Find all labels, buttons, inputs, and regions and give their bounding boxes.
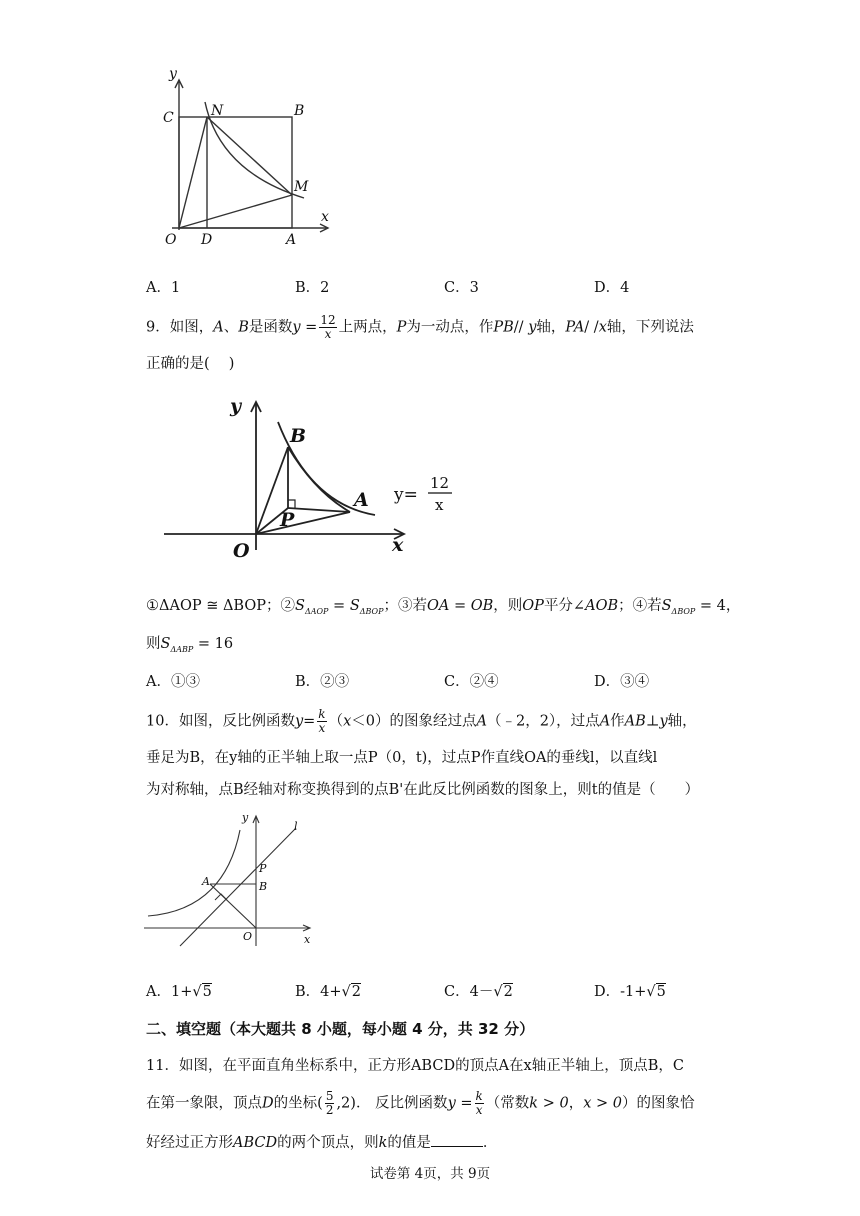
segment-NM	[207, 117, 292, 195]
figure-q10	[144, 812, 324, 948]
label-O: O	[165, 232, 177, 248]
label-y: y	[230, 395, 242, 417]
q10-option-a[interactable]: A．1+√5	[146, 984, 212, 1000]
q10-option-b[interactable]: B．4+√2	[295, 984, 362, 1000]
label-B: B	[259, 880, 268, 893]
label-B: B	[294, 103, 305, 119]
q10-stem-line2: 垂足为B，在y轴的正半轴上取一点P（0，t)，过点P作直线OA的垂线l，以直线l	[146, 750, 658, 766]
label-O: O	[233, 540, 250, 562]
q9-option-c[interactable]: C．②④	[444, 674, 499, 690]
q9-statements-line1: ①ΔAOP ≅ ΔBOP；$②S_{\Delta AOP} = S_{\Delta BOP}$；③若OA = OB，则OP平分∠AOB；④若$S_{\Delta BOP} = 4$，	[146, 598, 741, 616]
label-D: D	[201, 232, 213, 248]
label-x: x	[304, 933, 311, 946]
func-den: x	[435, 496, 444, 514]
label-O: O	[243, 930, 253, 943]
page-footer: 试卷第 4页，共 9页	[369, 1166, 491, 1182]
q8-option-d[interactable]: D．4	[594, 280, 630, 296]
segment-ON	[179, 117, 207, 228]
q10-stem-line1: 10．如图，反比例函数y= $\frac{k}{x}$ （x＜0）的图象经过点A（﹣2，2），过点A作AB⊥y轴，	[146, 707, 697, 735]
q10-stem-line3: 为对称轴，点B经轴对称变换得到的点B'在此反比例函数的图象上，则t的值是（ ）	[146, 782, 700, 798]
figure-q8	[150, 62, 345, 252]
label-C: C	[163, 110, 174, 126]
q11-stem-line1: 11．如图，在平面直角坐标系中，正方形ABCD的顶点A在x轴正半轴上，顶点B，C	[146, 1058, 684, 1074]
label-x: x	[392, 534, 404, 556]
q9-stem-line1: 9．如图，A、B是函数y = $\frac{12}{x}$ 上两点，P为一动点，作PB// y轴，PA/ /x轴，下列说法	[146, 313, 694, 341]
q10-option-d[interactable]: D．-1+√5	[594, 984, 666, 1000]
func-num: 12	[430, 474, 450, 492]
label-N: N	[211, 103, 224, 119]
q9-stem-line2: 正确的是( )	[146, 356, 235, 372]
fraction-5-over-2: $\frac{5}{2}$	[325, 1089, 334, 1117]
q10-option-c[interactable]: C．4－√2	[444, 984, 513, 1000]
answer-blank[interactable]	[431, 1132, 483, 1147]
label-M: M	[294, 179, 309, 195]
func-label: y=	[394, 485, 418, 505]
label-y: y	[169, 66, 177, 82]
label-A: A	[202, 875, 210, 888]
segment-AO	[210, 884, 256, 928]
section-heading: 二、填空题（本大题共 8 小题，每小题 4 分，共 32 分）	[146, 1020, 535, 1038]
q9-statements-line2: 则$S_{\Delta ABP} = 16$	[146, 636, 234, 654]
q9-option-d[interactable]: D．③④	[594, 674, 650, 690]
label-A: A	[286, 232, 297, 248]
segment-OM	[179, 195, 292, 228]
label-A: A	[354, 489, 369, 511]
q11-stem-line3: 好经过正方形ABCD的两个顶点，则k的值是 ．	[146, 1132, 497, 1153]
q9-option-b[interactable]: B．②③	[295, 674, 350, 690]
right-angle-mark	[288, 500, 295, 508]
label-y: y	[242, 812, 249, 824]
q8-option-b[interactable]: B．2	[295, 280, 330, 296]
q9-option-a[interactable]: A．①③	[146, 674, 200, 690]
fraction-k-over-x: $\frac{k}{x}$	[475, 1089, 483, 1117]
q11-stem-line2: 在第一象限，顶点D的坐标( $\frac{5}{2}$ ,2)． 反比例函数y = $\frac{k}{x}$ （常数k > 0，x > 0）的图象恰	[146, 1089, 695, 1117]
label-B: B	[290, 425, 307, 447]
q8-option-a[interactable]: A．1	[146, 280, 181, 296]
segment-PA	[288, 508, 350, 512]
fraction-k-over-x: $\frac{k}{x}$	[318, 707, 326, 735]
label-P: P	[259, 862, 267, 875]
hyperbola-curve	[148, 830, 240, 916]
q8-option-c[interactable]: C．3	[444, 280, 479, 296]
label-x: x	[321, 209, 329, 225]
fraction-12-over-x: $\frac{12}{x}$	[320, 313, 336, 341]
label-P: P	[280, 509, 295, 531]
figure-q9	[160, 392, 460, 564]
label-l: l	[294, 820, 298, 833]
